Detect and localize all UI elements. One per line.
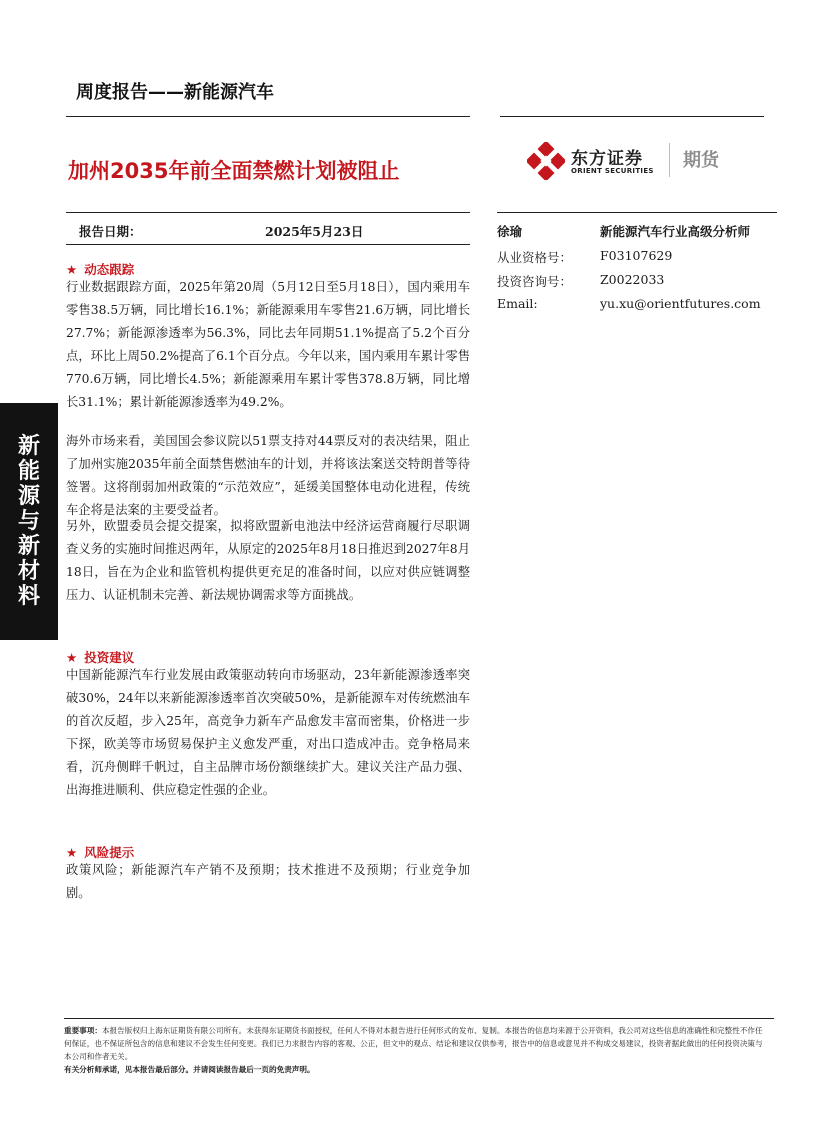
star-icon: ★	[66, 262, 78, 277]
star-icon: ★	[66, 845, 78, 860]
section-heading-label: 动态跟踪	[84, 262, 135, 277]
qualification-number-label: 从业资格号：	[497, 250, 573, 265]
date-rule-top	[66, 212, 470, 213]
orient-securities-logo-icon	[527, 142, 565, 180]
email-value[interactable]: yu.xu@orientfutures.com	[600, 296, 761, 311]
analyst-title: 新能源汽车行业高级分析师	[600, 224, 751, 239]
logo-company-english: ORIENT SECURITIES	[571, 167, 654, 175]
side-category-label: 新能源与新材料	[17, 434, 40, 609]
section-heading-label: 投资建议	[84, 650, 135, 665]
side-category-tab	[0, 403, 58, 640]
date-rule-bottom	[66, 244, 470, 245]
page-title: 加州2035年前全面禁燃计划被阻止	[68, 159, 400, 183]
analyst-name: 徐瑜	[497, 224, 523, 239]
investment-paragraph: 中国新能源汽车行业发展由政策驱动转向市场驱动，23年新能源渗透率突破30%，24年以来新能源渗透率首次突破50%，是新能源车对传统燃油车的首次反超，步入25年，高竞争力新车产品愈发丰富而密集，价格进一步下探，欧美等市场贸易保护主义愈发严重，对出口造成冲击。竞争格局来看，沉舟侧畔千帆过，自主品牌市场份额继续扩大。建议关注产品力强、出海推进顺利、供应稳定性强的企业。	[66, 668, 470, 797]
tracking-paragraph-2: 海外市场来看，美国国会参议院以51票支持对44票反对的表决结果，阻止了加州实施2035年前全面禁售燃油车的计划，并将该法案送交特朗普等待签署。这将削弱加州政策的“示范效应”，延缓美国整体电动化进程，传统车企将是法案的主要受益者。	[66, 434, 470, 517]
disclaimer-body: 本报告版权归上海东证期货有限公司所有。未获得东证期货书面授权，任何人不得对本报告进行任何形式的发布、复制。本报告的信息均来源于公开资料，我公司对这些信息的准确性和完整性不作任何保证，也不保证所包含的信息和建议不会发生任何变更。我们已力求报告内容的客观、公正，但文中的观点、结论和建议仅供参考，报告中的信息或意见并不构成交易建议，投资者据此做出的任何投资决策与本公司和作者无关。	[64, 1026, 763, 1061]
header-rule-left	[66, 116, 470, 117]
section-heading-label: 风险提示	[84, 845, 135, 860]
analyst-commitment-note: 有关分析师承诺，见本报告最后部分。并请阅读报告最后一页的免责声明。	[64, 1065, 315, 1074]
consulting-number-value: Z0022033	[600, 272, 665, 287]
email-label: Email:	[497, 296, 538, 311]
consulting-number-label: 投资咨询号：	[497, 274, 573, 289]
analyst-rule-top	[497, 212, 777, 213]
tracking-paragraph-3: 另外，欧盟委员会提交提案，拟将欧盟新电池法中经济运营商履行尽职调查义务的实施时间推迟两年，从原定的2025年8月18日推迟到2027年8月18日，旨在为企业和监管机构提供更充足的准备时间，以应对供应链调整压力、认证机制未完善、新法规协调需求等方面挑战。	[66, 519, 470, 602]
footer-rule	[64, 1018, 774, 1019]
logo-divider	[669, 143, 670, 177]
disclaimer-label: 重要事项：	[64, 1026, 102, 1035]
report-type-header: 周度报告——新能源汽车	[76, 82, 274, 103]
report-date-value: 2025年5月23日	[265, 224, 364, 239]
star-icon: ★	[66, 650, 78, 665]
logo-futures-label: 期货	[683, 150, 719, 171]
logo-company-name: 东方证券	[571, 149, 643, 169]
disclaimer-text	[64, 1024, 770, 1063]
risk-paragraph: 政策风险；新能源汽车产销不及预期；技术推进不及预期；行业竞争加剧。	[66, 863, 470, 900]
qualification-number-value: F03107629	[600, 248, 673, 263]
header-rule-right	[500, 116, 764, 117]
report-date-label: 报告日期：	[79, 224, 142, 239]
tracking-paragraph-1: 行业数据跟踪方面，2025年第20周（5月12日至5月18日），国内乘用车零售38.5万辆，同比增长16.1%；新能源乘用车零售21.6万辆，同比增长27.7%；新能源渗透率为56.3%，同比去年同期51.1%提高了5.2个百分点，环比上周50.2%提高了6.1个百分点。今年以来，国内乘用车累计零售770.6万辆，同比增长4.5%；新能源乘用车累计零售378.8万辆，同比增长31.1%；累计新能源渗透率为49.2%。	[66, 280, 470, 409]
